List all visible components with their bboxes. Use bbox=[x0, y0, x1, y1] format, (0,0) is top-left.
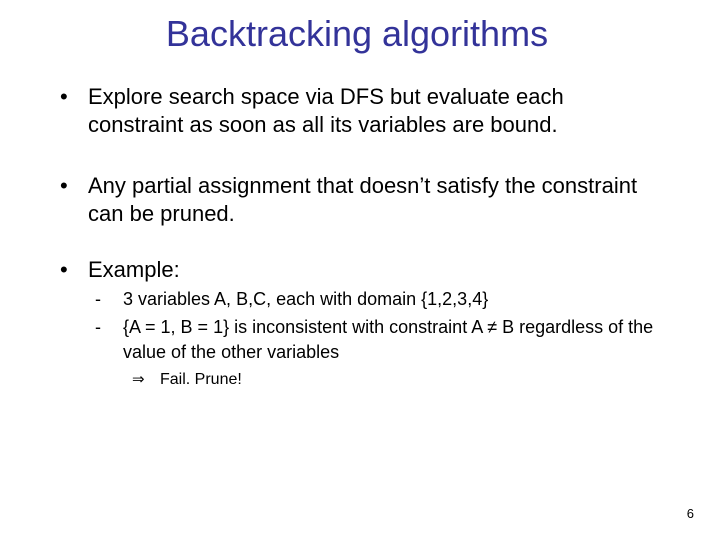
sub-bullet-marker: - bbox=[95, 317, 101, 337]
bullet-item bbox=[60, 256, 660, 284]
bullet-text: Any partial assignment that doesn’t satisfy the constraint can be pruned. bbox=[88, 173, 638, 226]
bullet-marker: • bbox=[60, 257, 68, 282]
bullet-item bbox=[60, 172, 660, 228]
sub-bullet-text: {A = 1, B = 1} is inconsistent with constraint A ≠ B regardless of the value of the other variables bbox=[123, 317, 654, 362]
bullet-text: Example: bbox=[88, 257, 180, 282]
bullet-marker: • bbox=[60, 84, 68, 109]
bullet-marker: • bbox=[60, 173, 68, 198]
sub-bullet-marker: - bbox=[95, 289, 101, 309]
sub-bullet-text: 3 variables A, B,C, each with domain {1,2,3,4} bbox=[123, 289, 489, 309]
bullet-text: Explore search space via DFS but evaluate each constraint as soon as all its variables are bound. bbox=[88, 84, 564, 137]
conclusion-text: Fail. Prune! bbox=[160, 371, 242, 388]
page-number: 6 bbox=[686, 506, 694, 521]
implies-arrow-icon: ⇒ bbox=[132, 370, 145, 388]
conclusion-item bbox=[132, 368, 242, 391]
sub-bullet-item bbox=[95, 315, 655, 365]
sub-bullet-item bbox=[95, 287, 655, 312]
slide-title: Backtracking algorithms bbox=[165, 13, 549, 54]
bullet-item bbox=[60, 83, 660, 139]
